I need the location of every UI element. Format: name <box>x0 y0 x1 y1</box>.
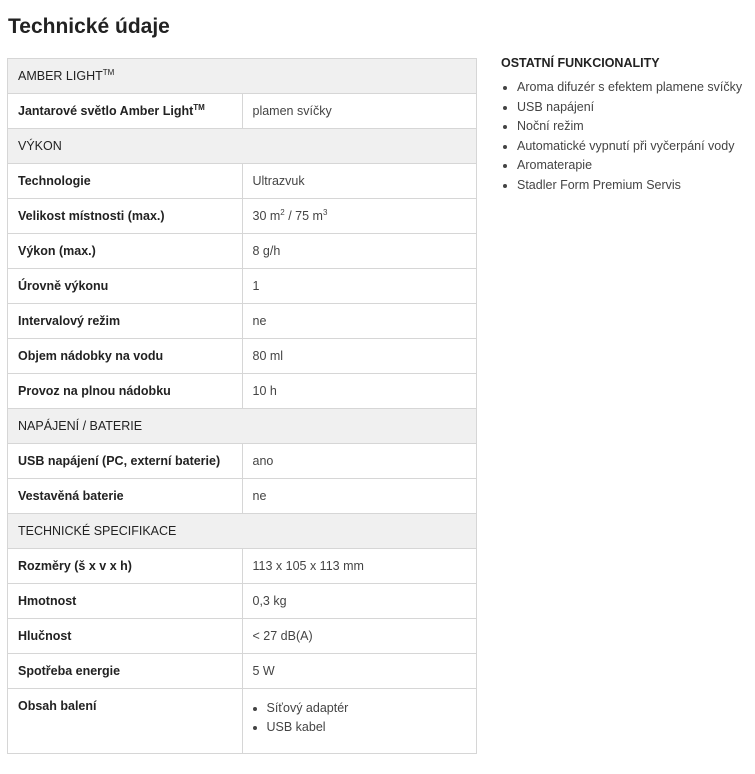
section-header-amber-light <box>8 59 477 94</box>
row-value: Ultrazvuk <box>242 164 477 199</box>
features-list <box>501 78 751 195</box>
list-item: • Automatické vypnutí při vyčerpání vody <box>517 137 751 157</box>
row-label: Rozměry (š x v x h) <box>8 549 243 584</box>
specs-table <box>7 58 477 754</box>
list-item: • Aroma difuzér s efektem plamene svíčky <box>517 78 751 98</box>
table-row <box>8 654 477 689</box>
table-row <box>8 269 477 304</box>
section-title: TECHNICKÉ SPECIFIKACE <box>8 514 477 549</box>
row-value: 8 g/h <box>242 234 477 269</box>
row-value: ne <box>242 479 477 514</box>
row-value: 0,3 kg <box>242 584 477 619</box>
section-title: NAPÁJENÍ / BATERIE <box>8 409 477 444</box>
row-value: plamen svíčky <box>242 94 477 129</box>
row-label: Obsah balení <box>8 689 243 754</box>
row-label: Úrovně výkonu <box>8 269 243 304</box>
row-label: Výkon (max.) <box>8 234 243 269</box>
side-title: OSTATNÍ FUNKCIONALITY <box>501 56 660 70</box>
row-label: Jantarové světlo Amber Light <box>18 104 194 118</box>
row-value: ano <box>242 444 477 479</box>
row-label: Hmotnost <box>8 584 243 619</box>
row-value: 113 x 105 x 113 mm <box>242 549 477 584</box>
row-label: Velikost místnosti (max.) <box>8 199 243 234</box>
section-title: VÝKON <box>8 129 477 164</box>
row-value: 1 <box>242 269 477 304</box>
row-label: USB napájení (PC, externí baterie) <box>8 444 243 479</box>
table-row <box>8 339 477 374</box>
table-row <box>8 94 477 129</box>
row-value: 10 h <box>242 374 477 409</box>
table-row <box>8 164 477 199</box>
section-header-napajeni <box>8 409 477 444</box>
list-item: • Síťový adaptér <box>267 699 467 718</box>
trademark-sup: TM <box>193 102 205 112</box>
row-value <box>242 689 477 754</box>
table-row <box>8 549 477 584</box>
row-value: ne <box>242 304 477 339</box>
row-label: Intervalový režim <box>8 304 243 339</box>
trademark-sup: TM <box>102 67 115 77</box>
row-value: 80 ml <box>242 339 477 374</box>
table-row <box>8 234 477 269</box>
table-row <box>8 619 477 654</box>
row-label: Technologie <box>8 164 243 199</box>
list-item: • Stadler Form Premium Servis <box>517 176 751 196</box>
page-title: Technické údaje <box>8 15 170 38</box>
table-row <box>8 689 477 754</box>
table-row <box>8 374 477 409</box>
table-row <box>8 584 477 619</box>
table-row <box>8 199 477 234</box>
row-label: Provoz na plnou nádobku <box>8 374 243 409</box>
list-item: • Aromaterapie <box>517 156 751 176</box>
list-item: • Noční režim <box>517 117 751 137</box>
row-label: Objem nádobky na vodu <box>8 339 243 374</box>
row-label: Spotřeba energie <box>8 654 243 689</box>
list-item: • USB napájení <box>517 98 751 118</box>
row-label: Hlučnost <box>8 619 243 654</box>
row-label: Vestavěná baterie <box>8 479 243 514</box>
row-value: < 27 dB(A) <box>242 619 477 654</box>
package-contents-list <box>253 699 467 737</box>
section-header-vykon <box>8 129 477 164</box>
row-value: 30 $m^2 / 75$ $m^3$ <box>242 199 477 234</box>
table-row <box>8 479 477 514</box>
row-value: 5 W <box>242 654 477 689</box>
section-header-technicke-specifikace <box>8 514 477 549</box>
table-row <box>8 444 477 479</box>
other-features-panel <box>501 54 751 195</box>
section-title: AMBER LIGHT <box>18 69 103 83</box>
list-item: • USB kabel <box>267 718 467 737</box>
table-row <box>8 304 477 339</box>
